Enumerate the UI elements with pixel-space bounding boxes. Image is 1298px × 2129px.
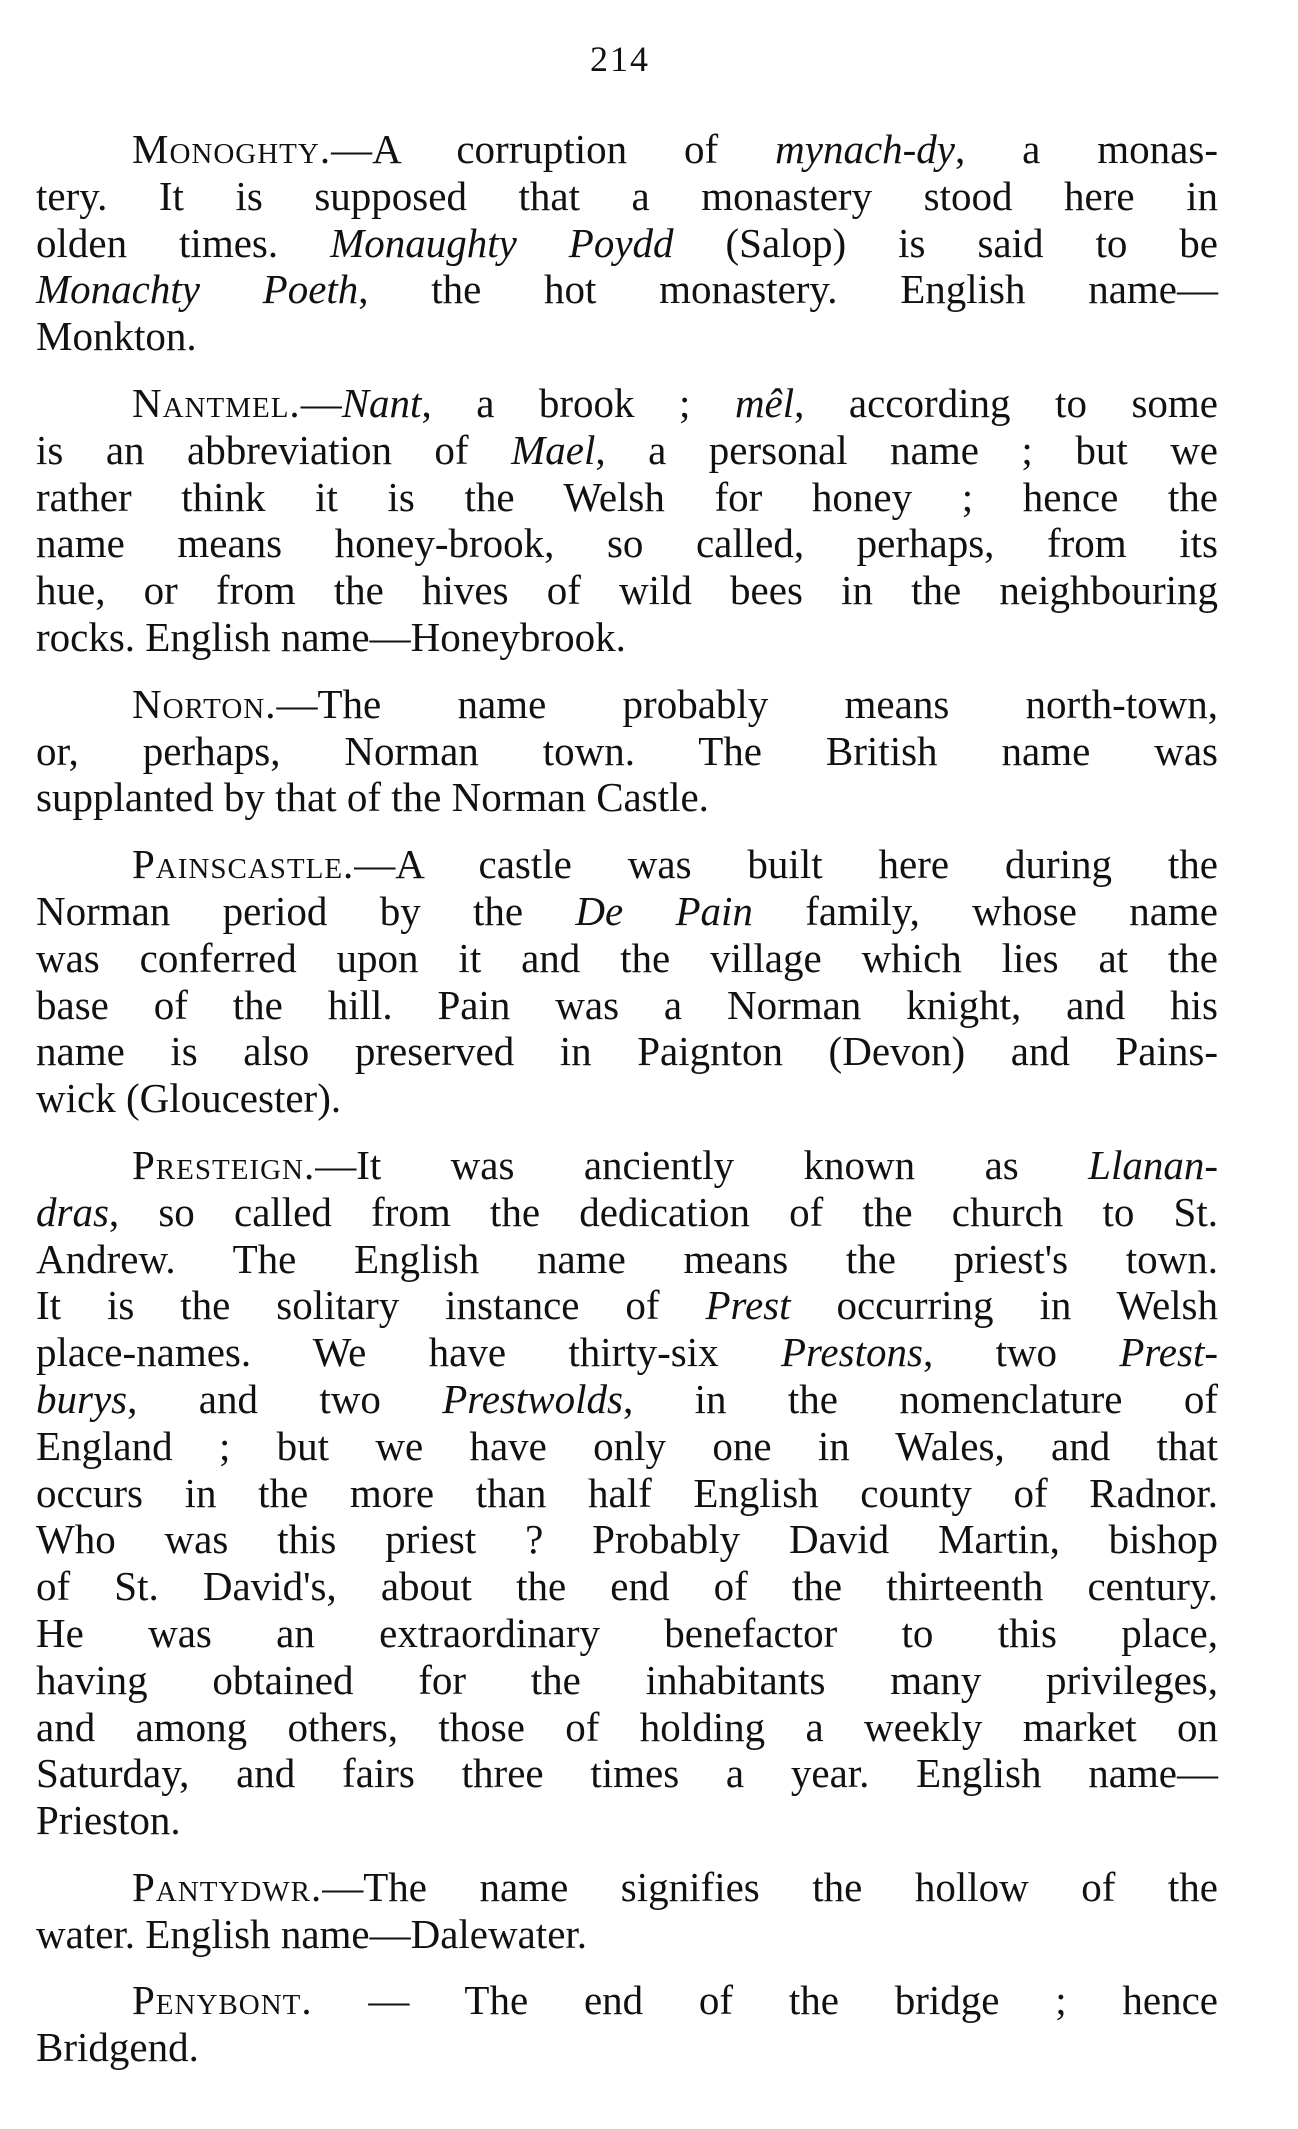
text-run: name is also preserved in Paignton (Devon) and Pains- [36, 1028, 1218, 1075]
text-line [36, 1376, 1218, 1423]
text-run: and among others, those of holding a weekly market on [36, 1703, 1218, 1750]
text-run: hue, or from the hives of wild bees in the neighbouring [36, 567, 1218, 614]
text-run: occurring in Welsh [790, 1282, 1219, 1329]
text-run: Monkton. [36, 313, 197, 360]
text-line [36, 982, 1218, 1029]
text-line [36, 728, 1218, 775]
text-line [36, 1911, 1218, 1958]
text-run: supplanted by that of the Norman Castle. [36, 774, 709, 821]
page-body [36, 126, 1218, 2091]
text-run: —The name probably means north-town, [276, 680, 1218, 727]
text-run: — [300, 379, 342, 426]
text-run: Norman period by the [36, 887, 576, 934]
italic-term: Nant [341, 379, 422, 426]
text-line [36, 1750, 1218, 1797]
italic-term: Mael [511, 426, 596, 473]
text-line [36, 220, 1218, 267]
text-run: , in the nomenclature of [622, 1375, 1218, 1422]
text-run: having obtained for the inhabitants many privileges, [36, 1656, 1218, 1703]
text-run: rather think it is the Welsh for honey ; hence the [36, 473, 1218, 520]
text-run: Who was this priest ? Probably David Martin, bishop [36, 1516, 1218, 1563]
text-line [36, 841, 1218, 888]
italic-term: burys [36, 1375, 128, 1422]
text-line [36, 313, 1218, 360]
page-number: 214 [590, 39, 650, 79]
italic-term: Prestwolds [442, 1375, 623, 1422]
text-run: of St. David's, about the end of the thirteenth century. [36, 1563, 1218, 1610]
text-run: , a personal name ; but we [595, 426, 1219, 473]
italic-term: Llanan- [1088, 1141, 1218, 1188]
text-run: , the hot monastery. English name— [358, 266, 1218, 313]
entry-paragraph [36, 1977, 1218, 2071]
text-line [36, 614, 1218, 661]
text-line [36, 888, 1218, 935]
text-run: name means honey-brook, so called, perhaps, from its [36, 520, 1218, 567]
text-line [36, 520, 1218, 567]
text-line [36, 1282, 1218, 1329]
text-run: England ; but we have only one in Wales, and that [36, 1422, 1218, 1469]
text-run: —It was anciently known as [315, 1141, 1089, 1188]
italic-term: Prest [705, 1282, 791, 1329]
text-run: —A corruption of [331, 126, 776, 172]
text-run: Prieston. [36, 1797, 181, 1844]
text-line [36, 1075, 1218, 1122]
entry-headword: Monoghty. [132, 126, 332, 172]
text-run: Saturday, and fairs three times a year. English name— [36, 1750, 1218, 1797]
text-line [36, 1329, 1218, 1376]
italic-term: Monaughty Poydd [330, 219, 674, 266]
text-line [36, 1423, 1218, 1470]
italic-term: De Pain [575, 887, 753, 934]
text-line [36, 1189, 1218, 1236]
italic-term: Prest- [1119, 1329, 1218, 1376]
text-line [36, 1028, 1218, 1075]
text-run: family, whose name [752, 887, 1218, 934]
text-run: tery. It is supposed that a monastery stood here in [36, 172, 1218, 219]
text-run: It is the solitary instance of [36, 1282, 706, 1329]
italic-term: dras [36, 1188, 109, 1235]
text-run: , so called from the dedication of the church to St. [108, 1188, 1218, 1235]
entry-headword: Pantydwr. [132, 1863, 323, 1910]
text-line [36, 1864, 1218, 1911]
text-run: wick (Gloucester). [36, 1075, 342, 1122]
text-line [36, 1977, 1218, 2024]
text-line [36, 1563, 1218, 1610]
entry-headword: Norton. [132, 680, 277, 727]
text-run: Andrew. The English name means the priest's town. [36, 1235, 1218, 1282]
text-run: olden times. [36, 219, 331, 266]
text-line [36, 935, 1218, 982]
text-run: , and two [127, 1375, 443, 1422]
text-line [36, 2024, 1218, 2071]
text-line [36, 1797, 1218, 1844]
entry-headword: Painscastle. [132, 841, 355, 888]
text-run: —The name signifies the hollow of the [322, 1863, 1218, 1910]
text-run: , a monas- [955, 126, 1218, 172]
text-run: occurs in the more than half English county of Radnor. [36, 1469, 1218, 1516]
text-run: or, perhaps, Norman town. The British name was [36, 727, 1218, 774]
text-line [36, 474, 1218, 521]
entry-paragraph [36, 1864, 1218, 1958]
entry-paragraph [36, 126, 1218, 360]
text-line [36, 774, 1218, 821]
text-line [36, 1142, 1218, 1189]
entry-paragraph [36, 681, 1218, 821]
text-line [36, 1236, 1218, 1283]
text-run: He was an extraordinary benefactor to this place, [36, 1609, 1218, 1656]
text-line [36, 266, 1218, 313]
text-run: Bridgend. [36, 2024, 199, 2071]
entry-paragraph [36, 841, 1218, 1122]
entry-headword: Penybont. [132, 1977, 313, 2024]
text-run: is an abbreviation of [36, 426, 512, 473]
text-run: , according to some [794, 379, 1218, 426]
text-run: base of the hill. Pain was a Norman knight, and his [36, 981, 1218, 1028]
text-line [36, 1610, 1218, 1657]
text-line [36, 427, 1218, 474]
text-line [36, 567, 1218, 614]
text-line [36, 1516, 1218, 1563]
italic-term: mynach-dy [775, 126, 955, 172]
text-run: rocks. English name—Honeybrook. [36, 613, 626, 660]
entry-headword: Presteign. [132, 1141, 316, 1188]
text-line [36, 126, 1218, 173]
text-line [36, 173, 1218, 220]
entry-paragraph [36, 1142, 1218, 1844]
text-run: , a brook ; [421, 379, 735, 426]
text-line [36, 1470, 1218, 1517]
italic-term: Monachty Poeth [36, 266, 359, 313]
text-line [36, 380, 1218, 427]
text-run: — The end of the bridge ; hence [312, 1977, 1218, 2024]
italic-term: mêl [734, 379, 795, 426]
entry-headword: Nantmel. [132, 379, 301, 426]
text-line [36, 1704, 1218, 1751]
text-line [36, 1657, 1218, 1704]
text-run: water. English name—Dalewater. [36, 1910, 588, 1957]
text-run: place-names. We have thirty-six [36, 1329, 781, 1376]
italic-term: Prestons [780, 1329, 923, 1376]
entry-paragraph [36, 380, 1218, 661]
text-run: , two [922, 1329, 1120, 1376]
text-line [36, 681, 1218, 728]
text-run: —A castle was built here during the [354, 841, 1218, 888]
text-run: was conferred upon it and the village which lies at the [36, 934, 1218, 981]
text-run: (Salop) is said to be [673, 219, 1219, 266]
